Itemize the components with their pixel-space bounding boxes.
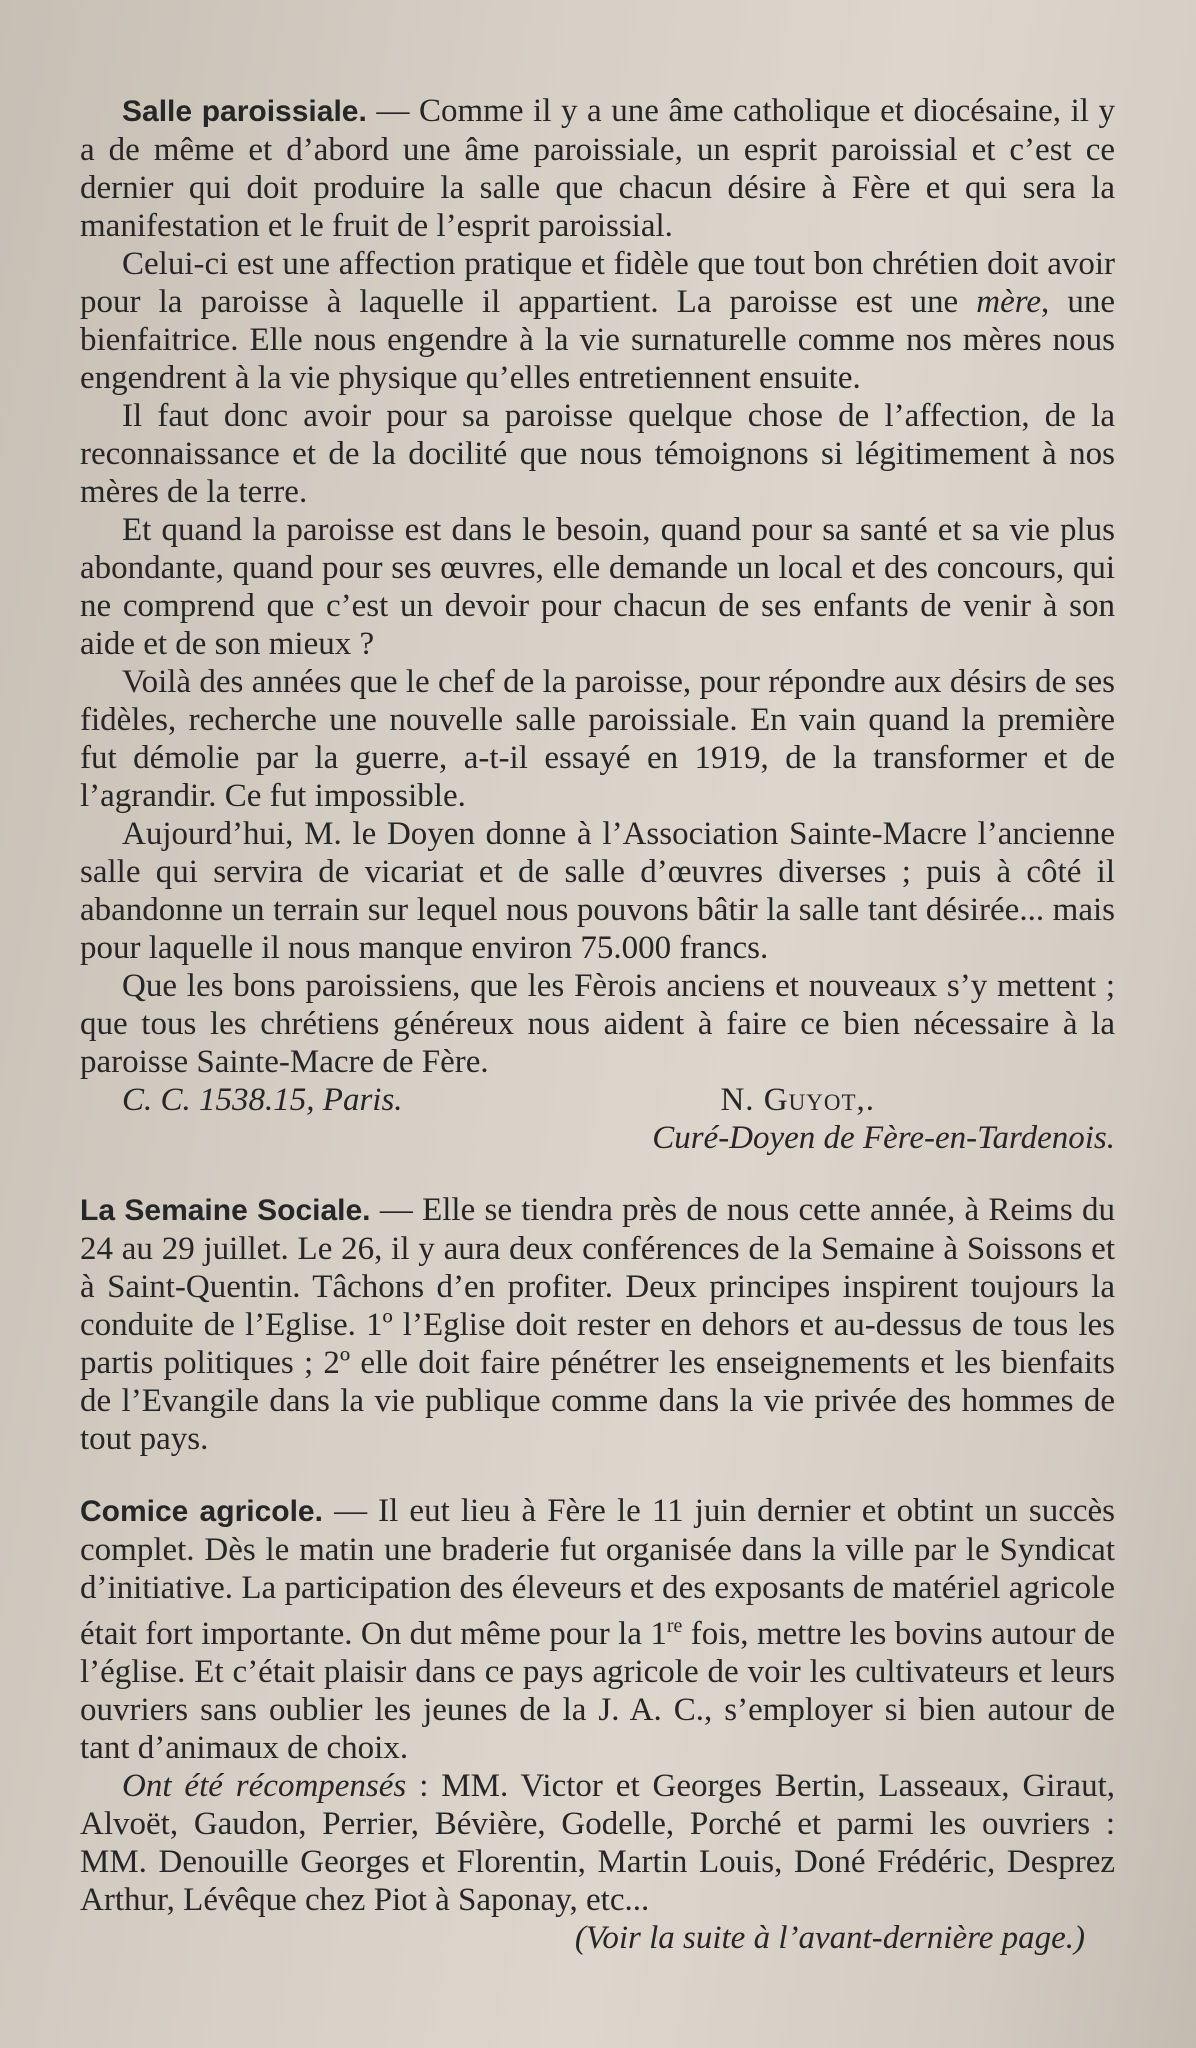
article-body [80, 92, 1115, 1957]
salle-text-2b: , une bienfaitrice. Elle nous engendre à la vie surnaturelle comme nos mères nous engendrent à la vie physique qu’elles entretiennent ensuite. [80, 284, 1115, 396]
salle-text-2-emphasis: mère [976, 284, 1041, 320]
semaine-heading: La Semaine Sociale. [80, 1194, 371, 1227]
signature-row [80, 1081, 1115, 1119]
salle-paragraph-4: Et quand la paroisse est dans le besoin, quand pour sa santé et sa vie plus abondante, quand pour ses œuvres, elle demande un local et des concours, qui ne comprend que c’est un devoir pour chacun de ses enfants de venir à son aide et de son mieux ? [80, 512, 1115, 662]
postal-account-city: Paris. [322, 1082, 403, 1118]
continuation-note: (Voir la suite à l’avant-dernière page.) [574, 1920, 1085, 1956]
salle-paragraph-1 [80, 92, 1115, 245]
salle-paragraph-5: Voilà des années que le chef de la paroisse, pour répondre aux désirs de ses fidèles, recherche une nouvelle salle paroissiale. En vain quand la première fut démolie par la guerre, a-t-il essayé en 1919, de la transformer et de l’agrandir. Ce fut impossible. [80, 664, 1115, 814]
salle-paragraph-3: Il faut donc avoir pour sa paroisse quelque chose de l’affection, de la reconnaissance et de la docilité que nous témoignons si légitimement à nos mères de la terre. [80, 398, 1115, 510]
semaine-text: — Elle se tiendra près de nous cette année, à Reims du 24 au 29 juillet. Le 26, il y aura deux conférences de la Semaine à Soissons et à Saint-Quentin. Tâchons d’en profiter. Deux principes inspirent toujours la conduite de l’Eglise. 1º l’Eglise doit rester en dehors et au-dessus de tous les partis politiques ; 2º elle doit faire pénétrer les enseignements et les bienfaits de l’Evangile dans la vie publique comme dans la vie privée des hommes de tout pays. [80, 1192, 1116, 1457]
postal-account [122, 1081, 403, 1119]
salle-text-1: — Comme il y a une âme catholique et diocésaine, il y a de même et d’abord une âme paroissiale, un esprit paroissial et c’est ce dernier qui doit produire la salle que chacun désire à Fère et qui sera la manifestation et le fruit de l’esprit paroissial. [80, 93, 1115, 244]
salle-paragraph-7: Que les bons paroissiens, que les Fèrois anciens et nouveaux s’y mettent ; que tous les chrétiens généreux nous aident à faire ce bien nécessaire à la paroisse Sainte-Macre de Fère. [80, 968, 1115, 1080]
comice-paragraph-1 [80, 1492, 1115, 1767]
signature-name: N. Guyot,. [720, 1082, 875, 1118]
salle-paragraph-6: Aujourd’hui, M. le Doyen donne à l’Association Sainte-Macre l’ancienne salle qui servira de vicariat et de salle d’œuvres diverses ; puis à côté il abandonne un terrain sur lequel nous pouvons bâtir la salle tant désirée... mais pour laquelle il nous manque environ 75.000 francs. [80, 816, 1115, 966]
postal-account-number: C. C. 1538.15, [122, 1082, 315, 1118]
comice-superscript: re [666, 1615, 683, 1637]
salle-text-2a: Celui-ci est une affection pratique et fidèle que tout bon chrétien doit avoir pour la paroisse à laquelle il appartient. La paroisse est une [80, 246, 1115, 320]
semaine-paragraph [80, 1191, 1115, 1458]
comice-paragraph-2 [80, 1767, 1115, 1919]
comice-text-1a: — Il eut lieu à Fère le 11 juin dernier et obtint un succès complet. Dès le matin une braderie fut organisée dans la ville par le Syndicat d’initiative. La participation des éleveurs et des exposants de matériel agricole était fort importante. On dut même pour la 1 [80, 1493, 1115, 1652]
signature-title: Curé-Doyen de Fère-en-Tardenois. [652, 1120, 1115, 1156]
salle-heading: Salle paroissiale. [122, 95, 367, 128]
comice-text-1b: fois, mettre les bovins autour de l’église. Et c’était plaisir dans ce pays agricole de voir les cultivateurs et leurs ouvriers sans oublier les jeunes de la J. A. C., s’employer si bien autour de tant d’animaux de choix. [80, 1616, 1115, 1766]
salle-paragraph-2 [80, 245, 1115, 397]
comice-awards-text: : MM. Victor et Georges Bertin, Lasseaux, Giraut, Alvoët, Gaudon, Perrier, Bévière, Godelle, Porché et parmi les ouvriers : MM. Denouille Georges et Florentin, Martin Louis, Doné Frédéric, Desprez Arthur, Lévêque chez Piot à Saponay, etc... [80, 1768, 1115, 1918]
comice-heading: Comice agricole. [80, 1495, 323, 1528]
comice-awards-label: Ont été récompensés [122, 1768, 407, 1804]
